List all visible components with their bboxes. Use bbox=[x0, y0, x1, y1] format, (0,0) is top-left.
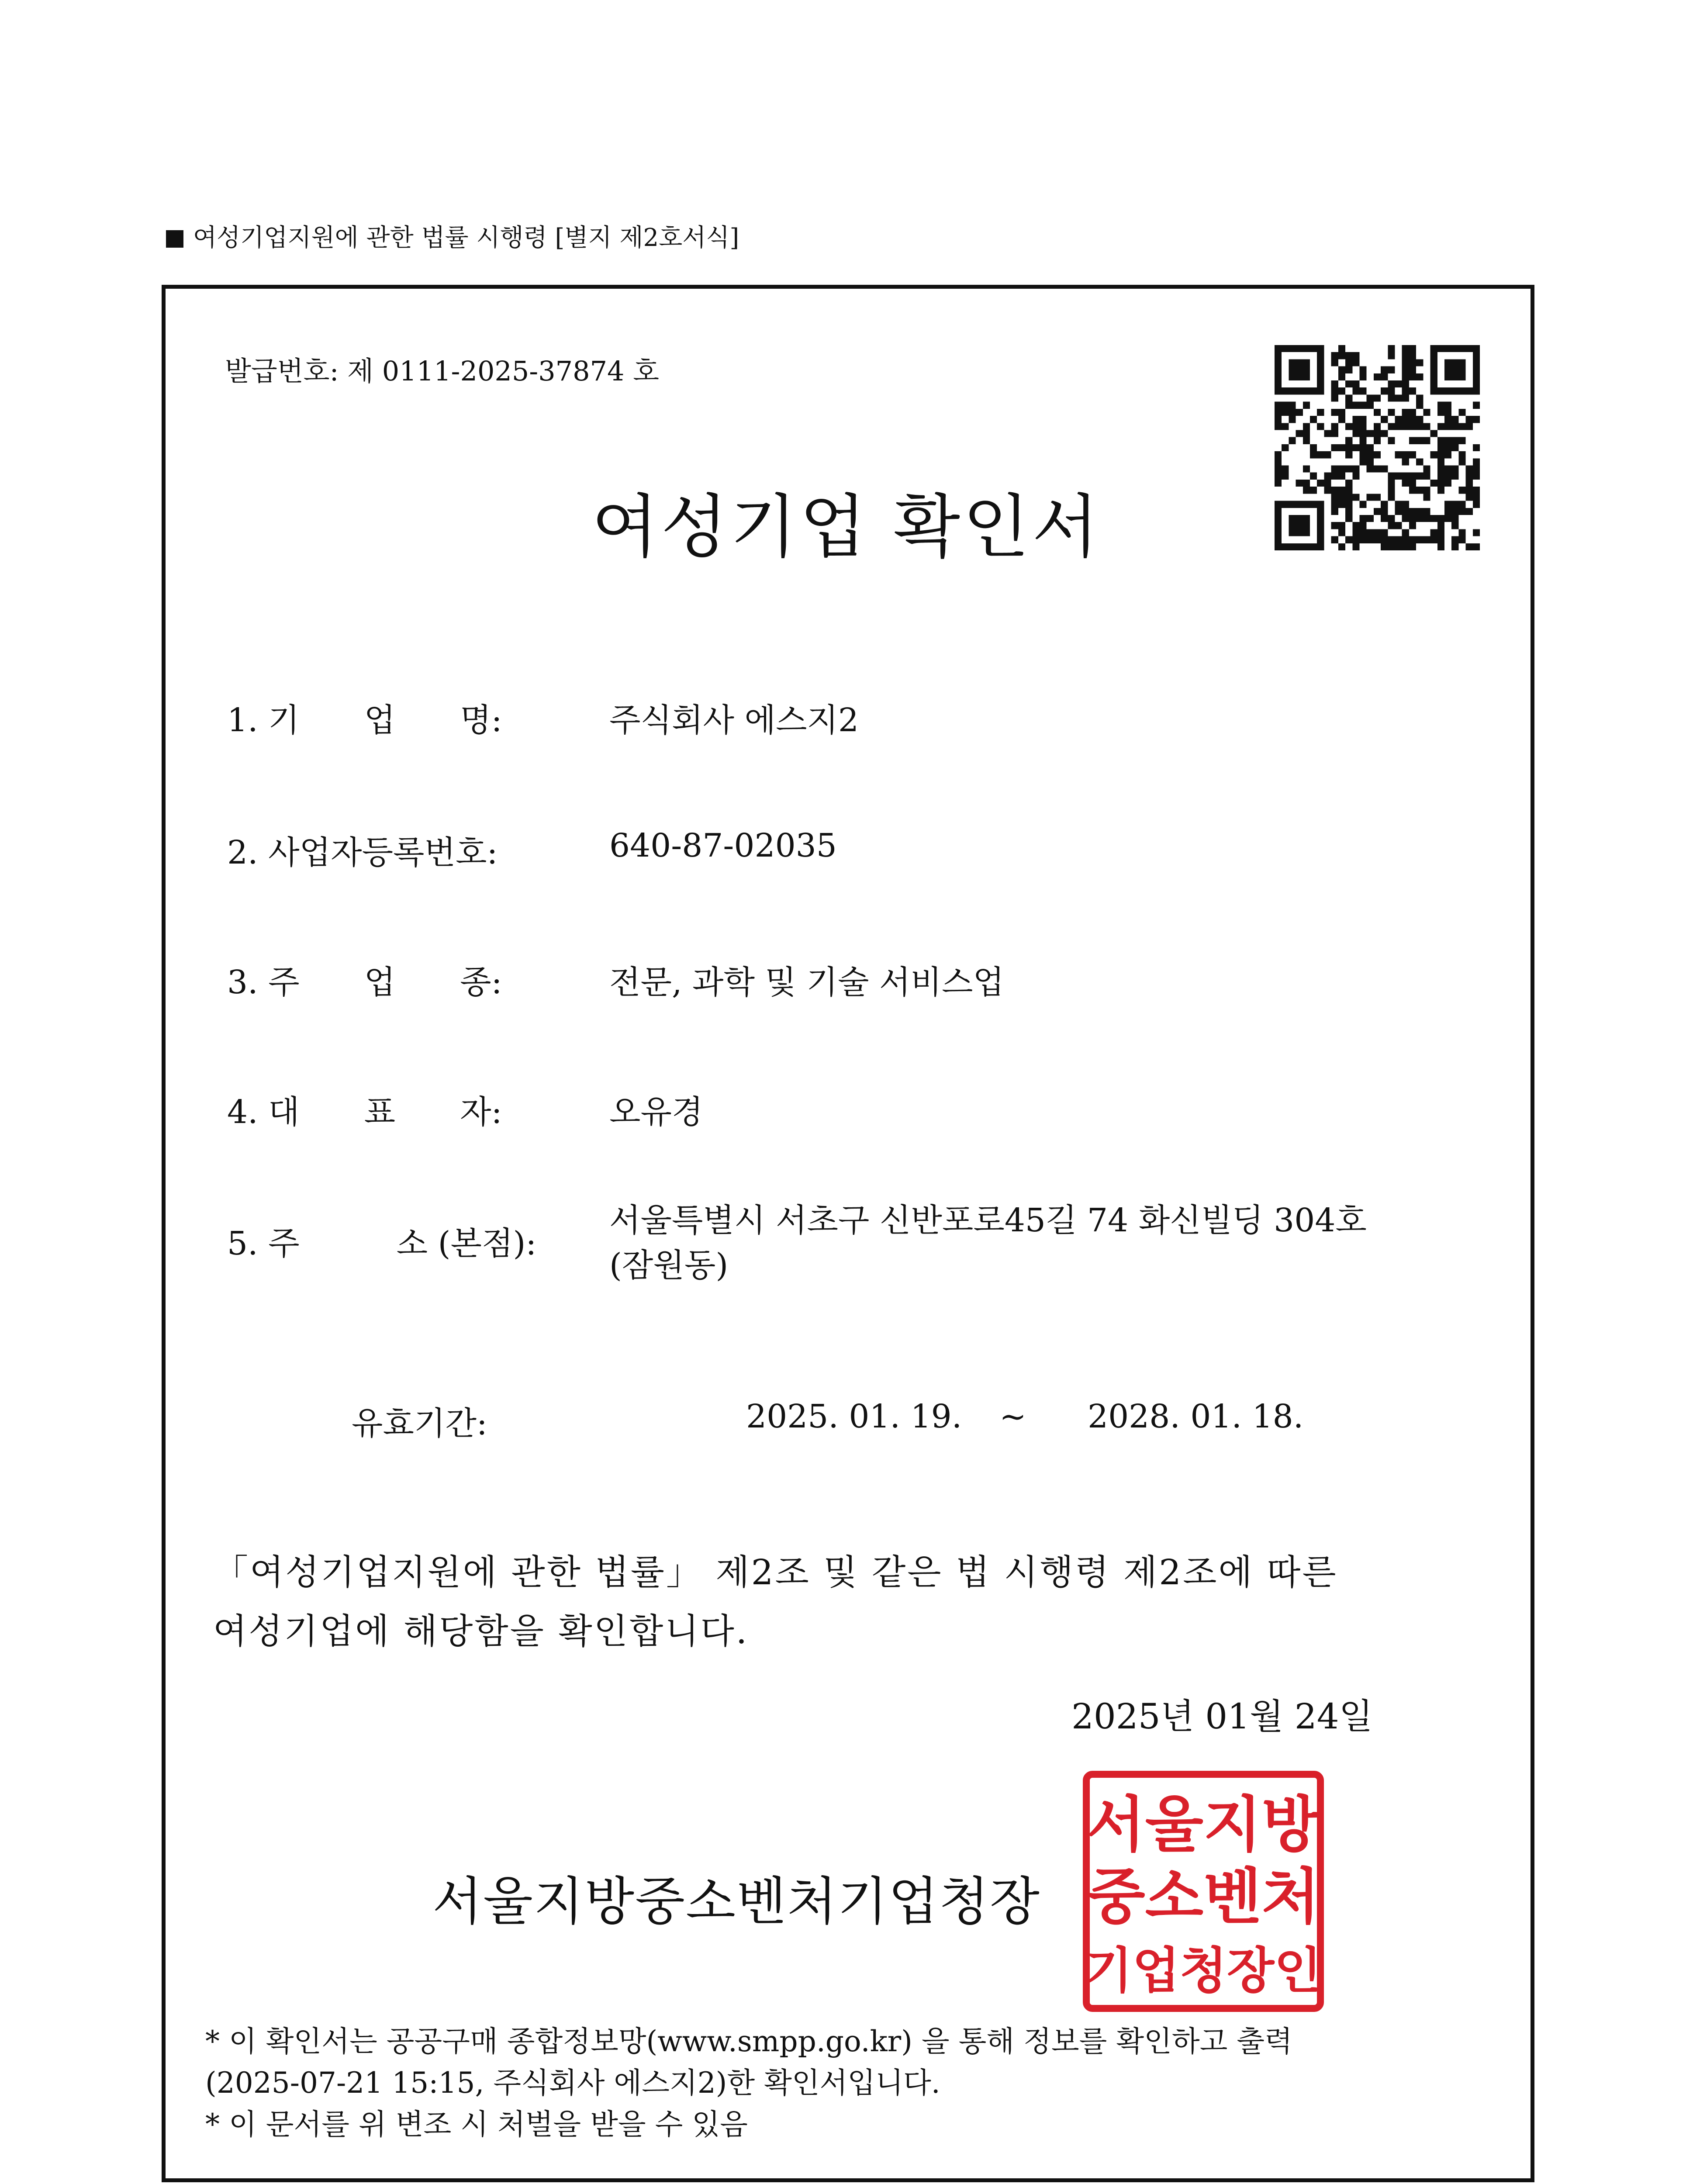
square-bullet-icon bbox=[166, 230, 183, 248]
footnote-line2: (2025-07-21 15:15, 주식회사 에스지2)한 확인서입니다. bbox=[205, 2066, 940, 2100]
field-value-address-line2: (잠원동) bbox=[609, 1247, 729, 1284]
seal-line-2: 중소벤처 bbox=[1087, 1862, 1320, 1932]
form-reference-text: 여성기업지원에 관한 법률 시행령 [별지 제2호서식] bbox=[193, 224, 739, 252]
field-value-business-number: 640-87-02035 bbox=[609, 827, 837, 864]
form-reference bbox=[166, 218, 739, 253]
footnote-line3: * 이 문서를 위 변조 시 처벌을 받을 수 있음 bbox=[205, 2108, 748, 2141]
field-label-company-name: 1. 기 업 명: bbox=[227, 702, 502, 739]
validity-separator: ~ bbox=[999, 1398, 1027, 1435]
official-seal-stamp bbox=[1081, 1769, 1326, 2014]
field-value-company-name: 주식회사 에스지2 bbox=[609, 702, 859, 739]
footnote-line1: * 이 확인서는 공공구매 종합정보망(www.smpp.go.kr) 을 통해 정보를 확인하고 출력 bbox=[205, 2025, 1292, 2058]
field-label-representative: 4. 대 표 자: bbox=[227, 1093, 502, 1131]
field-label-main-industry: 3. 주 업 종: bbox=[227, 964, 502, 1001]
issue-number: 발급번호: 제 0111-2025-37874 호 bbox=[225, 355, 660, 387]
issuer-name: 서울지방중소벤처기업청장 bbox=[432, 1871, 1040, 1932]
validity-end-date: 2028. 01. 18. bbox=[1088, 1398, 1304, 1435]
field-label-business-number: 2. 사업자등록번호: bbox=[227, 834, 498, 871]
field-label-address: 5. 주 소 (본점): bbox=[227, 1225, 537, 1262]
validity-label: 유효기간: bbox=[352, 1405, 487, 1442]
validity-start-date: 2025. 01. 19. bbox=[746, 1398, 962, 1435]
issue-date: 2025년 01월 24일 bbox=[1071, 1696, 1373, 1737]
seal-line-1: 서울지방 bbox=[1087, 1790, 1320, 1860]
field-value-address: 서울특별시 서초구 신반포로45길 74 화신빌딩 304호 bbox=[609, 1202, 1367, 1239]
field-value-main-industry: 전문, 과학 및 기술 서비스업 bbox=[609, 964, 1004, 1001]
seal-line-3: 기업청장인 bbox=[1085, 1942, 1322, 1999]
confirmation-statement-line2: 여성기업에 해당함을 확인합니다. bbox=[213, 1611, 749, 1652]
document-title: 여성기업 확인서 bbox=[591, 487, 1102, 567]
field-value-representative: 오유경 bbox=[609, 1093, 703, 1131]
confirmation-statement-line1: 「여성기업지원에 관한 법률」 제2조 및 같은 법 시행령 제2조에 따른 bbox=[213, 1552, 1338, 1593]
